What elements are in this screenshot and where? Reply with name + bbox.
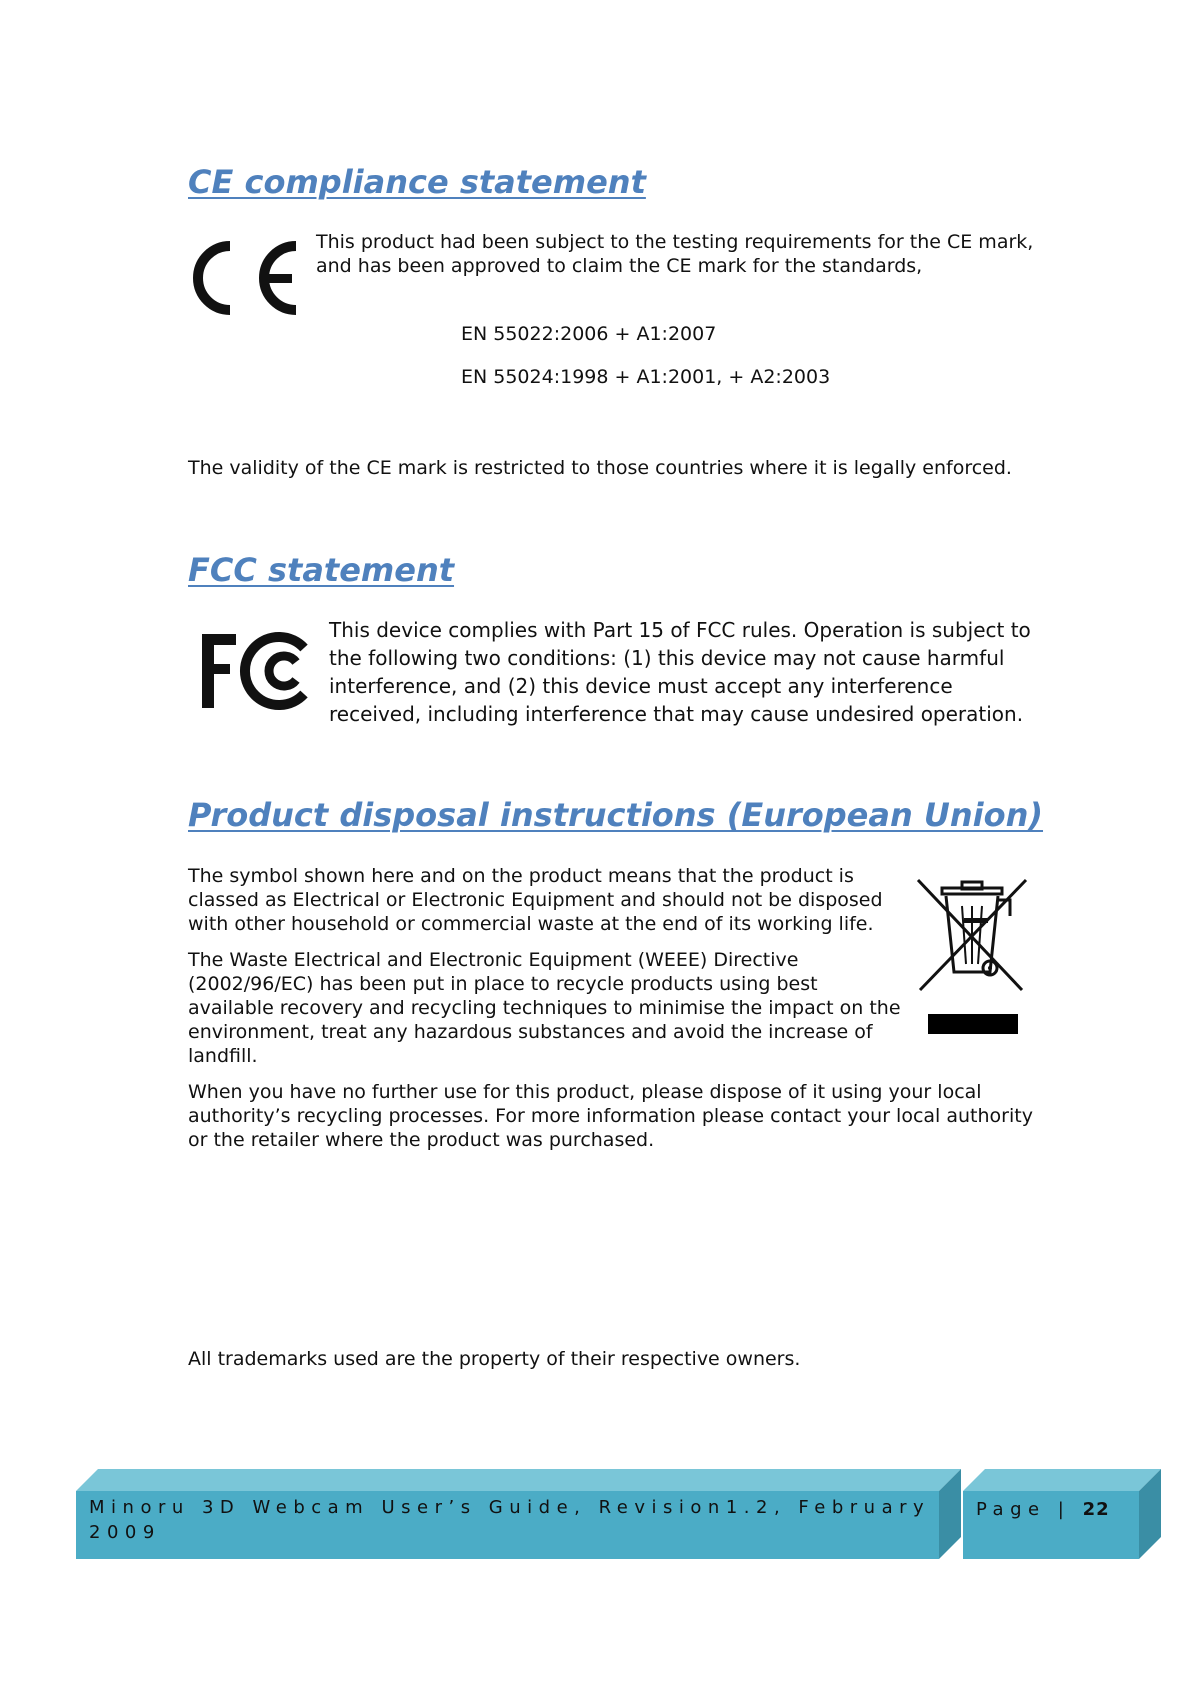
ce-intro-text: This product had been subject to the testing requirements for the CE mark, and has been approved to claim the CE mark for the standards, xyxy=(316,231,1034,277)
disposal-paragraph-1: The symbol shown here and on the product means that the product is classed as Electrical or Electronic Equipment and should not be disposed with other household or commercial waste at the end of its working life. xyxy=(188,865,883,935)
ce-standard-2: EN 55024:1998 + A1:2001, + A2:2003 xyxy=(461,366,831,388)
footer-page-indicator xyxy=(976,1497,1110,1522)
footer-guide-title: Minoru 3D Webcam User’s Guide, Revision1.2, February 2009 xyxy=(89,1497,931,1543)
ce-standard-1: EN 55022:2006 + A1:2007 xyxy=(461,323,717,345)
ce-heading: CE compliance statement xyxy=(188,163,646,201)
footer-page-number: 22 xyxy=(1082,1499,1110,1520)
disposal-paragraph-3: When you have no further use for this product, please dispose of it using your local authority’s recycling processes. For more information please contact your local authority or the retailer where the product was purchased. xyxy=(188,1081,1033,1151)
disposal-heading: Product disposal instructions (European Union) xyxy=(188,796,1044,834)
disposal-paragraph-2: The Waste Electrical and Electronic Equipment (WEEE) Directive (2002/96/EC) has been put in place to recycle products using best available recovery and recycling techniques to minimise the impact on the environment, treat any hazardous substances and avoid the increase of landfill. xyxy=(188,949,901,1067)
ce-validity-text: The validity of the CE mark is restricted to those countries where it is legally enforced. xyxy=(188,457,1012,479)
fcc-statement-text: This device complies with Part 15 of FCC rules. Operation is subject to the following two conditions: (1) this device may not cause harmful interference, and (2) this device must accept any interference received, including interference that may cause undesired operation. xyxy=(329,618,1031,726)
ce-mark-logo xyxy=(188,236,300,320)
fcc-heading: FCC statement xyxy=(188,551,455,589)
weee-crossed-bin-icon xyxy=(914,876,1030,1038)
footer-page-label: Page | xyxy=(976,1499,1083,1520)
trademarks-notice: All trademarks used are the property of their respective owners. xyxy=(188,1348,801,1370)
fcc-logo xyxy=(200,630,312,712)
